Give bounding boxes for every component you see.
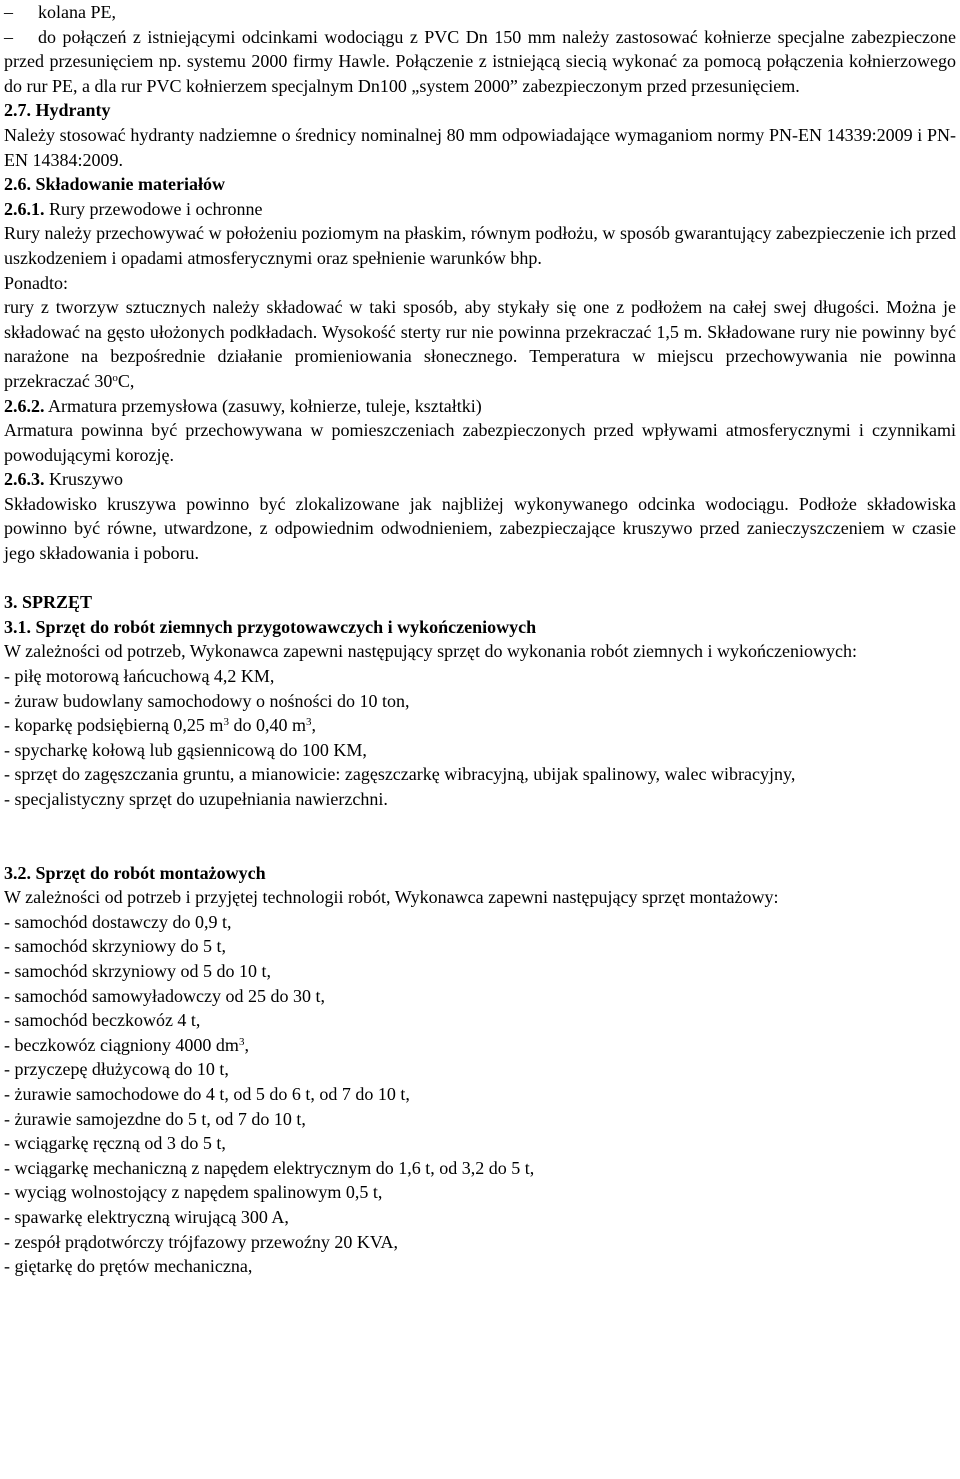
list-item: - przyczepę dłużycową do 10 t, bbox=[4, 1059, 229, 1080]
dash-marker: – bbox=[4, 26, 13, 47]
spacer bbox=[4, 812, 956, 861]
subsection-title: Kruszywo bbox=[49, 469, 123, 490]
list-item: - samochód beczkowóz 4 t, bbox=[4, 1010, 201, 1031]
list-text: do 0,40 m bbox=[228, 715, 306, 736]
list-item: - sprzęt do zagęszczania gruntu, a mianowicie: zagęszczarkę wibracyjną, ubijak spalinowy, walec wibracyjny, bbox=[4, 764, 796, 785]
list-item: - spawarkę elektryczną wirującą 300 A, bbox=[4, 1206, 289, 1227]
superscript: 3 bbox=[238, 1035, 245, 1048]
list-item: - wciągarkę mechaniczną z napędem elektrycznym do 1,6 t, od 3,2 do 5 t, bbox=[4, 1157, 535, 1178]
paragraph-armatura: Armatura powinna być przechowywana w pomieszczeniach zabezpieczonych przed wpływami atmosferycznymi i czynnikami powodującymi korozję. bbox=[4, 420, 956, 465]
list-item: - zespół prądotwórczy trójfazowy przewoźny 20 KVA, bbox=[4, 1231, 399, 1252]
list-item: - samochód dostawczy do 0,9 t, bbox=[4, 911, 232, 932]
subsection-number: 2.6.2. bbox=[4, 395, 45, 416]
superscript: 3 bbox=[305, 716, 312, 729]
list-item: - specjalistyczny sprzęt do uzupełniania nawierzchni. bbox=[4, 789, 388, 809]
list-item: - samochód skrzyniowy do 5 t, bbox=[4, 936, 226, 957]
section-heading-2-6: 2.6. Składowanie materiałów bbox=[4, 174, 226, 195]
bullet-text: kolana PE, bbox=[38, 2, 116, 22]
list-item: - żurawie samojezdne do 5 t, od 7 do 10 t, bbox=[4, 1108, 306, 1129]
bullet-item bbox=[4, 0, 956, 25]
list-item: - wyciąg wolnostojący z napędem spalinowym 0,5 t, bbox=[4, 1182, 383, 1203]
list-item: - piłę motorową łańcuchową 4,2 KM, bbox=[4, 666, 275, 687]
section-heading-3: 3. SPRZĘT bbox=[4, 592, 93, 613]
paragraph-rury-1: Rury należy przechowywać w położeniu poziomym na płaskim, równym podłożu, w sposób gwarantujący zabezpieczenie ich przed uszkodzeniem i opadami atmosferycznymi oraz spełnienie warunków bhp. bbox=[4, 223, 956, 268]
list-text: , bbox=[244, 1034, 249, 1055]
list-text: , bbox=[311, 715, 316, 736]
list-item: - żurawie samochodowe do 4 t, od 5 do 6 t, od 7 do 10 t, bbox=[4, 1083, 410, 1104]
list-item bbox=[4, 713, 956, 738]
list-item: - samochód skrzyniowy od 5 do 10 t, bbox=[4, 960, 271, 981]
dash-marker: – bbox=[4, 2, 13, 22]
spacer bbox=[4, 566, 956, 591]
section-heading-3-2: 3.2. Sprzęt do robót montażowych bbox=[4, 862, 266, 883]
bullet-item bbox=[4, 25, 956, 99]
section-heading-3-1: 3.1. Sprzęt do robót ziemnych przygotowawczych i wykończeniowych bbox=[4, 616, 537, 637]
degree-superscript: o bbox=[112, 371, 118, 384]
paragraph-kruszywo: Składowisko kruszywa powinno być zlokalizowane jak najbliżej wykonywanego odcinka wodociągu. Podłoże składowiska powinno być równe, utwardzone, z odpowiednim odwodnieniem, zabezpieczające kruszywo przed zanieczyszczeniem w czasie jego składowania i poboru. bbox=[4, 493, 956, 564]
subsection-heading-2-6-3 bbox=[4, 467, 956, 492]
paragraph-hydranty: Należy stosować hydranty nadziemne o średnicy nominalnej 80 mm odpowiadające wymaganiom normy PN-EN 14339:2009 i PN-EN 14384:2009. bbox=[4, 124, 956, 170]
subsection-number: 2.6.1. bbox=[4, 198, 45, 219]
list-item: - giętarkę do prętów mechaniczna, bbox=[4, 1256, 253, 1277]
subsection-number: 2.6.3. bbox=[4, 469, 45, 490]
paragraph-ponadto: Ponadto: bbox=[4, 272, 69, 293]
list-item: - spycharkę kołową lub gąsiennicową do 100 KM, bbox=[4, 739, 367, 760]
list-item: - samochód samowyładowczy od 25 do 30 t, bbox=[4, 985, 325, 1006]
bullet-text: do połączeń z istniejącymi odcinkami wodociągu z PVC Dn 150 mm należy zastosować kołnierze specjalne zabezpieczone przed przesunięciem np. systemu 2000 firmy Hawle. Połączenie z istniejącą siecią wykonać za pomocą połączenia kołnierzowego do rur PE, a dla rur PVC kołnierzem specjalnym Dn100 „system 2000” zabezpieczonym przed przesunięciem. bbox=[4, 26, 956, 96]
paragraph-3-2-intro: W zależności od potrzeb i przyjętej technologii robót, Wykonawca zapewni następujący sprzęt montażowy: bbox=[4, 887, 779, 908]
list-item bbox=[4, 1033, 956, 1058]
list-text: - beczkowóz ciągniony 4000 dm bbox=[4, 1034, 239, 1055]
list-text: - koparkę podsiębierną 0,25 m bbox=[4, 715, 224, 736]
paragraph-text: rury z tworzyw sztucznych należy składować w taki sposób, aby stykały się one z podłożem na całej swej długości. Można je składować na gęsto ułożonych podkładach. Wysokość sterty rur nie powinna przekraczać 1,5 m. Składowane rury nie powinny być narażone na bezpośrednie działanie promieniowania słonecznego. Temperatura w miejscu przechowywania nie powinna przekraczać 30 bbox=[4, 297, 956, 391]
subsection-heading-2-6-2 bbox=[4, 394, 956, 419]
list-item: - wciągarkę ręczną od 3 do 5 t, bbox=[4, 1133, 226, 1154]
subsection-title: Armatura przemysłowa (zasuwy, kołnierze, tuleje, kształtki) bbox=[48, 395, 482, 416]
section-heading-2-7: 2.7. Hydranty bbox=[4, 100, 111, 121]
subsection-heading-2-6-1 bbox=[4, 197, 956, 222]
paragraph-rury-2 bbox=[4, 295, 956, 393]
paragraph-3-1-intro: W zależności od potrzeb, Wykonawca zapewni następujący sprzęt do wykonania robót ziemnych i wykończeniowych: bbox=[4, 641, 857, 662]
superscript: 3 bbox=[223, 716, 229, 729]
list-item: - żuraw budowlany samochodowy o nośności do 10 ton, bbox=[4, 690, 410, 711]
subsection-title: Rury przewodowe i ochronne bbox=[49, 198, 263, 219]
paragraph-text-end: C, bbox=[117, 370, 135, 391]
